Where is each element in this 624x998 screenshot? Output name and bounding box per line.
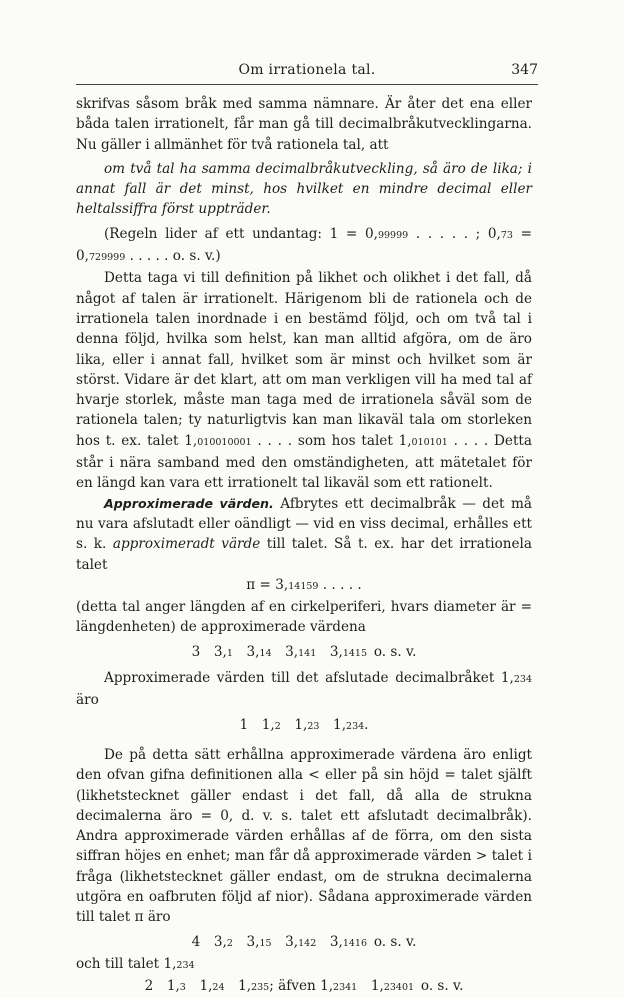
text: . . . . . o. s. v.) — [125, 248, 221, 265]
value: 1, — [333, 716, 347, 733]
sequence-1234 — [76, 715, 532, 737]
decimal-digits: 141 — [298, 647, 317, 659]
value: 3, — [246, 933, 260, 950]
decimal-digits: 24 — [212, 982, 225, 994]
decimal-digits: 010010001 — [197, 436, 252, 448]
value: 3, — [246, 643, 260, 660]
page-header — [76, 58, 538, 85]
text: = 0, — [76, 225, 532, 265]
paragraph-rule-italic: om två tal ha samma decimalbråkutveckling, så äro de lika; i annat fall är det minst, hos hvilket en mindre decimal eller heltalssiffra först uppträder. — [76, 160, 532, 218]
paragraph-example — [76, 668, 532, 711]
value: o. s. v. — [373, 643, 417, 660]
text: (Regeln lider af ett undantag: 1 = 0, — [104, 225, 378, 242]
value: o. s. v. — [420, 978, 464, 995]
value: 1, — [294, 716, 308, 733]
value: 1, — [166, 978, 180, 995]
value: 2 — [144, 978, 154, 995]
value: 3, — [285, 933, 299, 950]
decimal-digits: 2 — [226, 937, 233, 949]
decimal-digits: 1416 — [342, 937, 368, 949]
body-text — [76, 94, 532, 998]
decimal-digits: 1415 — [342, 647, 368, 659]
decimal-digits: 73 — [500, 229, 513, 241]
text: . . . . . — [318, 576, 362, 593]
value: 1, — [199, 978, 213, 995]
decimal-digits: 23401 — [383, 982, 415, 994]
decimal-digits: 235 — [251, 982, 270, 994]
page-number: 347 — [511, 62, 538, 78]
value: ; äfven 1, — [269, 978, 334, 995]
value: 1, — [370, 978, 384, 995]
value: . — [364, 716, 369, 733]
value: o. s. v. — [373, 933, 417, 950]
value: 3, — [329, 933, 343, 950]
decimal-digits: 234 — [346, 720, 365, 732]
paragraph-tail — [76, 954, 532, 976]
text: . . . . som hos talet 1, — [251, 432, 412, 449]
italic-term: approximeradt värde — [112, 536, 261, 553]
value: 3, — [213, 933, 227, 950]
paragraph-discussion: De på detta sätt erhållna approximerade värdena äro enligt den ofvan gifna definitionen alla < eller på sin höjd = talet själft (likhetstecknet gäller endast i det fall, då alla de strukna decimalerna äro = 0, d. v. s. talet ett afslutadt decimalbråk). Andra approximerade värden erhållas af de förra, om den sista siffran höjes en enhet; man får då approximerade värden > talet i fråga (likhetstecknet gäller endast, om de strukna decimalerna utgöra en oafbruten följd af nior). Sådana approximerade värden till talet π äro — [76, 746, 532, 926]
paragraph-circle: (detta tal anger längden af en cirkelperiferi, hvars diameter är = längdenheten) de approximerade värdena — [76, 599, 532, 636]
paragraph-exception — [76, 224, 532, 269]
decimal-digits: 15 — [259, 937, 272, 949]
sequence-pi-lower — [76, 642, 532, 664]
paragraph-approximated — [76, 494, 532, 575]
text: . . . . . ; 0, — [408, 225, 501, 242]
text: äro — [76, 692, 99, 709]
value: 1, — [238, 978, 252, 995]
decimal-digits: 1 — [226, 647, 233, 659]
paragraph-definition — [76, 268, 532, 493]
decimal-digits: 2 — [274, 720, 281, 732]
decimal-digits: 14159 — [288, 580, 319, 592]
value: 3, — [213, 643, 227, 660]
text: Detta taga vi till definition på likhet och olikhet i det fall, då något af talen är irrationelt. Härigenom bli de rationela och de irrationela talen inordnade i en bestämd följd, och om två tal i denna följd, hvilka som helst, kan man alltid afgöra, om de äro lika, eller i annat fall, hvilket som är minst och hvilket som är störst. Vidare är det klart, att om man verkligen vill ha med tal af hvarje storlek, måste man taga med de irrationela såväl som de rationela talen; ty naturligtvis kan man likaväl tala om storleken hos t. ex. talet 1, — [76, 270, 532, 449]
value: 3, — [285, 643, 299, 660]
text: Approximerade värden till det afslutade decimalbråket 1, — [104, 670, 514, 687]
decimal-digits: 234 — [513, 674, 532, 686]
sequence-1234-upper — [76, 976, 532, 998]
decimal-digits: 010101 — [411, 436, 448, 448]
decimal-digits: 2341 — [333, 982, 358, 994]
text: . . . . Detta står i nära samband med den omständigheten, att mätetalet för en längd kan vara ett irrationelt tal likaväl som ett rationelt. — [76, 432, 532, 492]
decimal-digits: 23 — [307, 720, 320, 732]
decimal-digits: 234 — [176, 959, 195, 971]
value: 3, — [329, 643, 343, 660]
decimal-digits: 142 — [298, 937, 317, 949]
value: 4 — [191, 933, 201, 950]
text: till talet. Så t. ex. har det irrationela talet — [76, 536, 533, 573]
equation-pi — [76, 575, 532, 597]
running-title: Om irrationela tal. — [238, 62, 376, 78]
decimal-digits: 99999 — [377, 229, 409, 241]
section-heading: Approximerade värden. — [104, 495, 274, 511]
value: 3 — [191, 643, 201, 660]
text: π = 3, — [246, 576, 289, 593]
sequence-pi-upper — [76, 932, 532, 954]
decimal-digits: 729999 — [88, 252, 126, 264]
decimal-digits: 3 — [179, 982, 186, 994]
text: Afbrytes ett decimalbråk — det må nu vara afslutadt eller oändligt — vid en viss decimal, erhålles ett s. k. — [76, 495, 532, 553]
text: och till talet 1, — [76, 955, 177, 972]
decimal-digits: 14 — [259, 647, 272, 659]
paragraph-intro: skrifvas såsom bråk med samma nämnare. Är åter det ena eller båda talen irrationelt, får man gå till decimalbråkutvecklingarna. Nu gäller i allmänhet för två rationela tal, att — [76, 96, 532, 153]
value: 1 — [239, 716, 249, 733]
value: 1, — [261, 716, 275, 733]
